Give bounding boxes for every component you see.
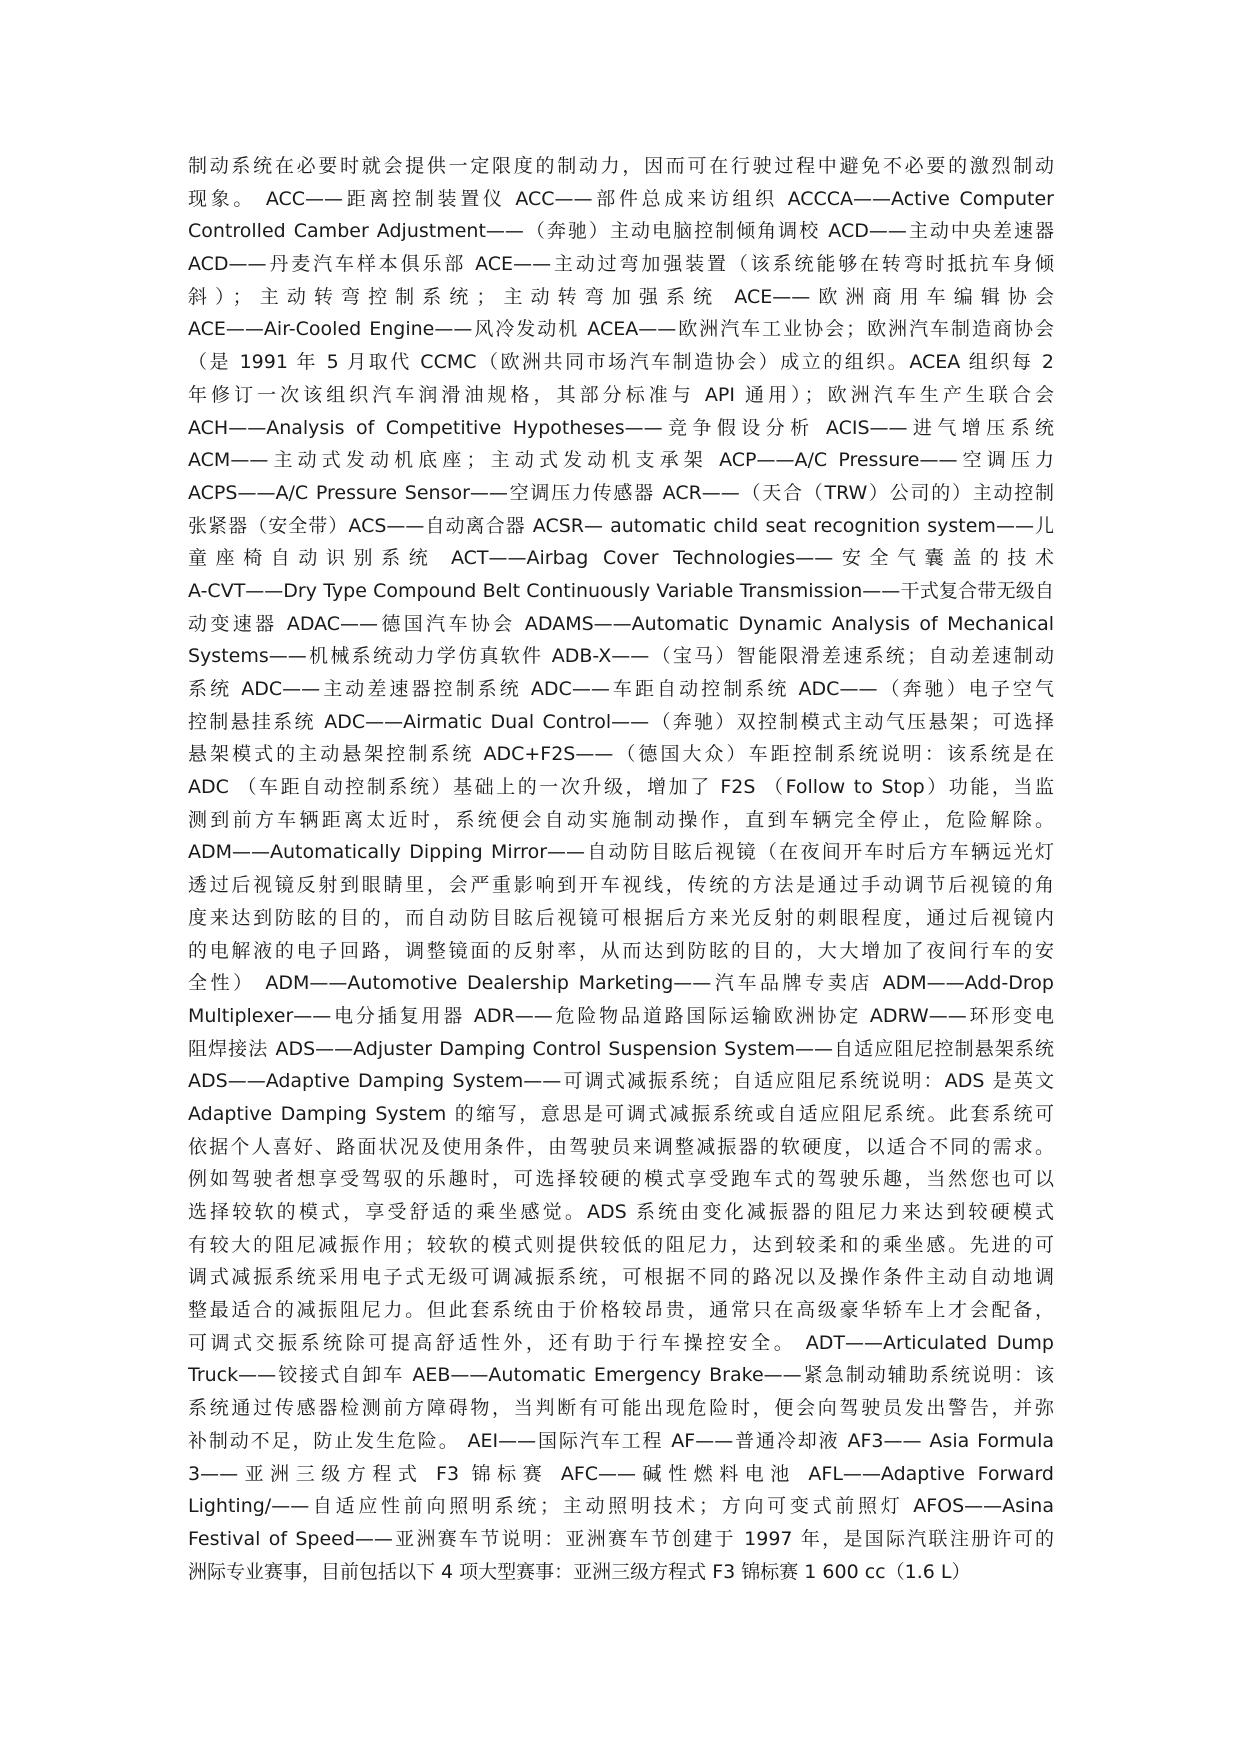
text-line: 现象。 ACC——距离控制装置仪 ACC——部件总成来访组织 ACCCA——Active Computer	[188, 187, 1054, 210]
text-line: Truck——铰接式自卸车 AEB——Automatic Emergency Brake——紧急制动辅助系统说明：该	[188, 1364, 1054, 1387]
text-line: 测到前方车辆距离太近时，系统便会自动实施制动操作，直到车辆完全停止，危险解除。	[188, 808, 1054, 831]
text-line: 透过后视镜反射到眼睛里，会严重影响到开车视线，传统的方法是通过手动调节后视镜的角	[188, 874, 1054, 897]
text-line: 例如驾驶者想享受驾驭的乐趣时，可选择较硬的模式享受跑车式的驾驶乐趣，当然您也可以	[188, 1168, 1054, 1191]
text-line: ACPS——A/C Pressure Sensor——空调压力传感器 ACR——（天合（TRW）公司的）主动控制	[188, 481, 1054, 504]
text-line: ACH——Analysis of Competitive Hypotheses——竞争假设分析 ACIS——进气增压系统	[188, 416, 1054, 439]
text-line: 洲际专业赛事，目前包括以下 4 项大型赛事：亚洲三级方程式 F3 锦标赛 1 600 cc（1.6 L）	[188, 1560, 971, 1583]
text-line: 斜）；主动转弯控制系统；主动转弯加强系统 ACE——欧洲商用车编辑协会	[188, 285, 1054, 308]
text-line: 动变速器 ADAC——德国汽车协会 ADAMS——Automatic Dynamic Analysis of Mechanical	[188, 612, 1054, 635]
text-line: 调式减振系统采用电子式无级可调减振系统，可根据不同的路况以及操作条件主动自动地调	[188, 1266, 1054, 1289]
text-line: ADS——Adaptive Damping System——可调式减振系统；自适应阻尼系统说明：ADS 是英文	[188, 1070, 1054, 1093]
document-body	[188, 150, 1054, 1588]
text-line: 3——亚洲三级方程式 F3 锦标赛 AFC——碱性燃料电池 AFL——Adaptive Forward	[188, 1462, 1054, 1485]
text-line: 年修订一次该组织汽车润滑油规格，其部分标准与 API 通用）；欧洲汽车生产生联合会	[188, 383, 1054, 406]
text-line: 可调式交振系统除可提高舒适性外，还有助于行车操控安全。 ADT——Articulated Dump	[188, 1331, 1054, 1354]
text-line: A-CVT——Dry Type Compound Belt Continuously Variable Transmission——干式复合带无级自	[188, 579, 1054, 602]
text-line: 童座椅自动识别系统 ACT——Airbag Cover Technologies——安全气囊盖的技术	[188, 547, 1054, 570]
text-line: 阻焊接法 ADS——Adjuster Damping Control Suspension System——自适应阻尼控制悬架系统	[188, 1037, 1054, 1060]
text-line: 选择较软的模式，享受舒适的乘坐感觉。ADS 系统由变化减振器的阻尼力来达到较硬模式	[188, 1201, 1054, 1223]
text-line: Lighting/——自适应性前向照明系统；主动照明技术；方向可变式前照灯 AFOS——Asina	[188, 1495, 1054, 1518]
text-line: Systems——机械系统动力学仿真软件 ADB-X——（宝马）智能限滑差速系统；自动差速制动	[188, 645, 1054, 668]
text-line: ADC （车距自动控制系统）基础上的一次升级，增加了 F2S （Follow to Stop）功能，当监	[188, 776, 1054, 799]
text-line: 系统通过传感器检测前方障碍物，当判断有可能出现危险时，便会向驾驶员发出警告，并弥	[188, 1397, 1054, 1420]
text-line: ACE——Air-Cooled Engine——风冷发动机 ACEA——欧洲汽车工业协会；欧洲汽车制造商协会	[188, 318, 1054, 341]
text-line: 制动系统在必要时就会提供一定限度的制动力，因而可在行驶过程中避免不必要的激烈制动	[188, 155, 1054, 177]
text-line: 控制悬挂系统 ADC——Airmatic Dual Control——（奔驰）双控制模式主动气压悬架；可选择	[188, 710, 1054, 733]
text-line: 的电解液的电子回路，调整镜面的反射率，从而达到防眩的目的，大大增加了夜间行车的安	[188, 939, 1054, 962]
text-line: 系统 ADC——主动差速器控制系统 ADC——车距自动控制系统 ADC——（奔驰）电子空气	[188, 678, 1054, 700]
text-line: 依据个人喜好、路面状况及使用条件，由驾驶员来调整减振器的软硬度，以适合不同的需求。	[188, 1135, 1054, 1158]
text-line: （是 1991 年 5 月取代 CCMC（欧洲共同市场汽车制造协会）成立的组织。ACEA 组织每 2	[188, 351, 1054, 374]
text-line: Multiplexer——电分插复用器 ADR——危险物品道路国际运输欧洲协定 ADRW——环形变电	[188, 1004, 1054, 1027]
text-line: 悬架模式的主动悬架控制系统 ADC+F2S——（德国大众）车距控制系统说明：该系统是在	[188, 743, 1054, 766]
text-line: ACM——主动式发动机底座；主动式发动机支承架 ACP——A/C Pressure——空调压力	[188, 449, 1054, 472]
text-line: 度来达到防眩的目的，而自动防目眩后视镜可根据后方来光反射的刺眼程度，通过后视镜内	[188, 906, 1054, 929]
text-line: 整最适合的减振阻尼力。但此套系统由于价格较昂贵，通常只在高级豪华轿车上才会配备，	[188, 1299, 1054, 1322]
text-line: Festival of Speed——亚洲赛车节说明：亚洲赛车节创建于 1997 年，是国际汽联注册许可的	[188, 1527, 1054, 1550]
text-line: 有较大的阻尼减振作用；较软的模式则提供较低的阻尼力，达到较柔和的乘坐感。先进的可	[188, 1233, 1054, 1256]
text-line: ADM——Automatically Dipping Mirror——自动防目眩后视镜（在夜间开车时后方车辆远光灯	[188, 841, 1054, 864]
text-line: 全性） ADM——Automotive Dealership Marketing——汽车品牌专卖店 ADM——Add-Drop	[188, 972, 1054, 995]
text-line: Controlled Camber Adjustment——（奔驰）主动电脑控制倾角调校 ACD——主动中央差速器	[188, 220, 1054, 243]
text-line: 张紧器（安全带）ACS——自动离合器 ACSR— automatic child seat recognition system——儿	[188, 514, 1054, 537]
text-line: 补制动不足，防止发生危险。 AEI——国际汽车工程 AF——普通冷却液 AF3—— Asia Formula	[188, 1429, 1054, 1452]
text-line: ACD——丹麦汽车样本俱乐部 ACE——主动过弯加强装置（该系统能够在转弯时抵抗车身倾	[188, 253, 1054, 276]
text-line: Adaptive Damping System 的缩写，意思是可调式减振系统或自适应阻尼系统。此套系统可	[188, 1102, 1054, 1125]
